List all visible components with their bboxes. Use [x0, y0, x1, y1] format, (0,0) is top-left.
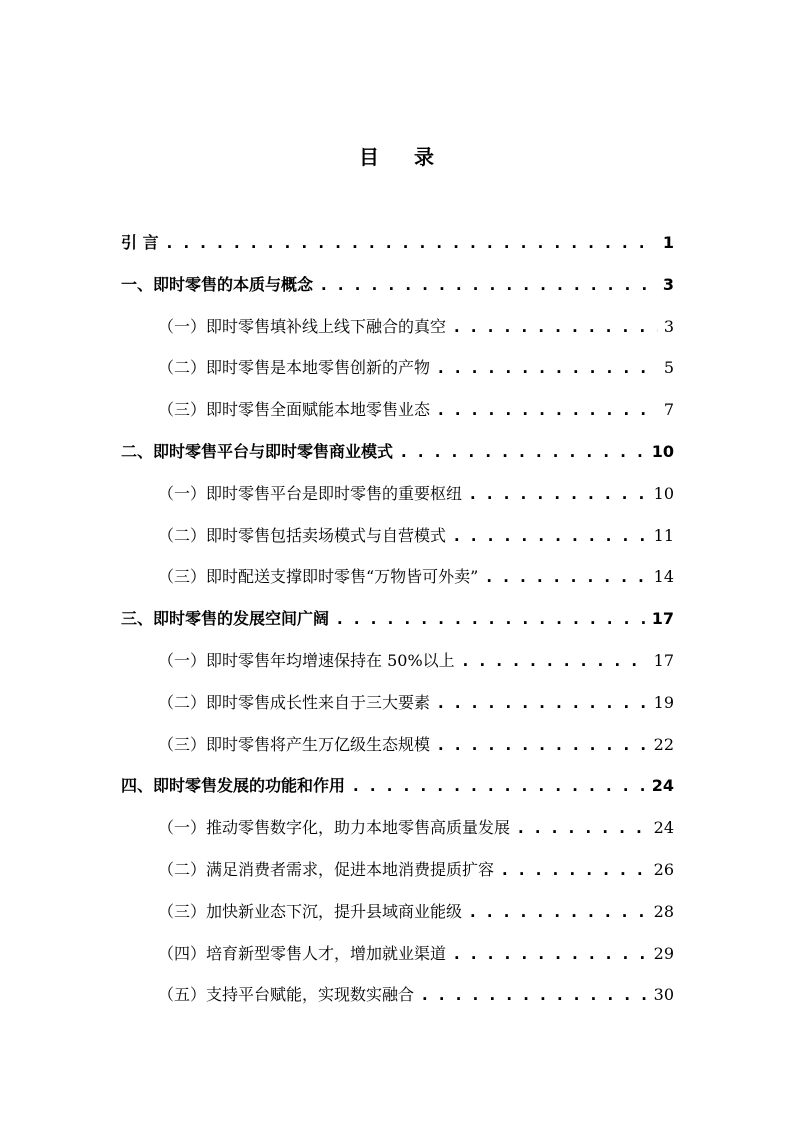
toc-dot-leader	[436, 389, 658, 431]
toc-page-number: 3	[663, 316, 674, 336]
toc-dot-leader	[452, 515, 648, 557]
toc-entry-label: （三）加快新业态下沉，提升县域商业能级	[158, 901, 463, 921]
toc-entry-section[interactable]	[121, 807, 674, 849]
toc-dot-leader	[335, 598, 646, 640]
toc-page-number: 22	[653, 734, 674, 754]
toc-entry-section[interactable]	[121, 974, 674, 1016]
toc-entry-section[interactable]	[121, 849, 674, 891]
toc-page-number: 10	[653, 483, 674, 503]
toc-page-number: 26	[653, 859, 674, 879]
toc-entry-label: （三）即时零售全面赋能本地零售业态	[158, 400, 431, 420]
toc-entry-label: （五）支持平台赋能，实现数实融合	[158, 985, 415, 1005]
toc-entry-label: 一、即时零售的本质与概念	[121, 274, 314, 294]
toc-dot-leader	[436, 682, 648, 724]
toc-dot-leader	[500, 849, 648, 891]
toc-dot-leader	[165, 222, 657, 264]
toc-entry-section[interactable]	[121, 347, 674, 389]
toc-entry-label: （四）培育新型零售人才，增加就业渠道	[158, 943, 447, 963]
toc-dot-leader	[351, 765, 646, 807]
toc-page-number: 24	[653, 818, 674, 838]
toc-dot-leader	[436, 347, 658, 389]
toc-entry-chapter-4[interactable]	[121, 765, 674, 807]
toc-entry-label: 二、即时零售平台与即时零售商业模式	[121, 441, 394, 461]
toc-entry-label: （一）推动零售数字化，助力本地零售高质量发展	[158, 818, 511, 838]
toc-entry-label: （一）即时零售平台是即时零售的重要枢纽	[158, 483, 463, 503]
toc-entry-section[interactable]	[121, 640, 674, 682]
toc-dot-leader	[452, 933, 648, 975]
toc-entry-section[interactable]	[121, 891, 674, 933]
toc-page-number: 28	[653, 901, 674, 921]
toc-page-number: 3	[662, 274, 674, 294]
toc-page-number: 17	[651, 609, 674, 629]
toc-entry-label: （一）即时零售填补线上线下融合的真空	[158, 316, 447, 336]
toc-dot-leader	[484, 556, 647, 598]
toc-entry-label: （二）即时零售成长性来自于三大要素	[158, 692, 431, 712]
toc-dot-leader	[420, 974, 648, 1016]
toc-entry-chapter-2[interactable]	[121, 431, 674, 473]
toc-entry-section[interactable]	[121, 389, 674, 431]
toc-dot-leader	[436, 724, 648, 766]
toc-entry-label: （三）即时零售将产生万亿级生态规模	[158, 734, 431, 754]
toc-page-number: 5	[663, 358, 674, 378]
toc-dot-leader	[461, 640, 648, 682]
toc-page-number: 7	[663, 400, 674, 420]
toc-page-number: 14	[653, 567, 674, 587]
toc-dot-leader	[516, 807, 648, 849]
toc-dot-leader	[452, 306, 658, 348]
toc-page-number: 1	[662, 233, 674, 252]
toc-dot-leader	[468, 473, 648, 515]
toc-entry-label: （二）即时零售包括卖场模式与自营模式	[158, 525, 447, 545]
toc-page-number: 29	[653, 943, 674, 963]
toc-dot-leader	[399, 431, 646, 473]
toc-entry-section[interactable]	[121, 306, 674, 348]
toc-entry-section[interactable]	[121, 682, 674, 724]
table-of-contents	[121, 222, 674, 1016]
toc-entry-label: 三、即时零售的发展空间广阔	[121, 609, 330, 629]
toc-entry-chapter-3[interactable]	[121, 598, 674, 640]
toc-page-number: 19	[653, 692, 674, 712]
toc-entry-label: 四、即时零售发展的功能和作用	[121, 776, 346, 796]
toc-entry-label: （二）满足消费者需求，促进本地消费提质扩容	[158, 859, 495, 879]
toc-page-number: 17	[653, 650, 674, 670]
toc-entry-label: （一）即时零售年均增速保持在 50%以上	[158, 650, 455, 670]
toc-dot-leader	[319, 264, 657, 306]
toc-entry-section[interactable]	[121, 933, 674, 975]
toc-dot-leader	[468, 891, 648, 933]
toc-entry-section[interactable]	[121, 473, 674, 515]
toc-entry-label: （三）即时配送支撑即时零售“万物皆可外卖”	[158, 567, 479, 587]
toc-page-number: 24	[651, 776, 674, 796]
toc-entry-chapter-1[interactable]	[121, 264, 674, 306]
toc-entry-section[interactable]	[121, 515, 674, 557]
toc-page-number: 10	[651, 441, 674, 461]
toc-entry-section[interactable]	[121, 724, 674, 766]
toc-entry-section[interactable]	[121, 556, 674, 598]
toc-page-number: 11	[653, 525, 674, 545]
toc-page-number: 30	[653, 985, 674, 1005]
page-title: 目 录	[359, 145, 448, 169]
toc-entry-label: （二）即时零售是本地零售创新的产物	[158, 358, 431, 378]
toc-entry-label: 引 言	[121, 233, 159, 252]
toc-entry-intro[interactable]	[121, 222, 674, 264]
